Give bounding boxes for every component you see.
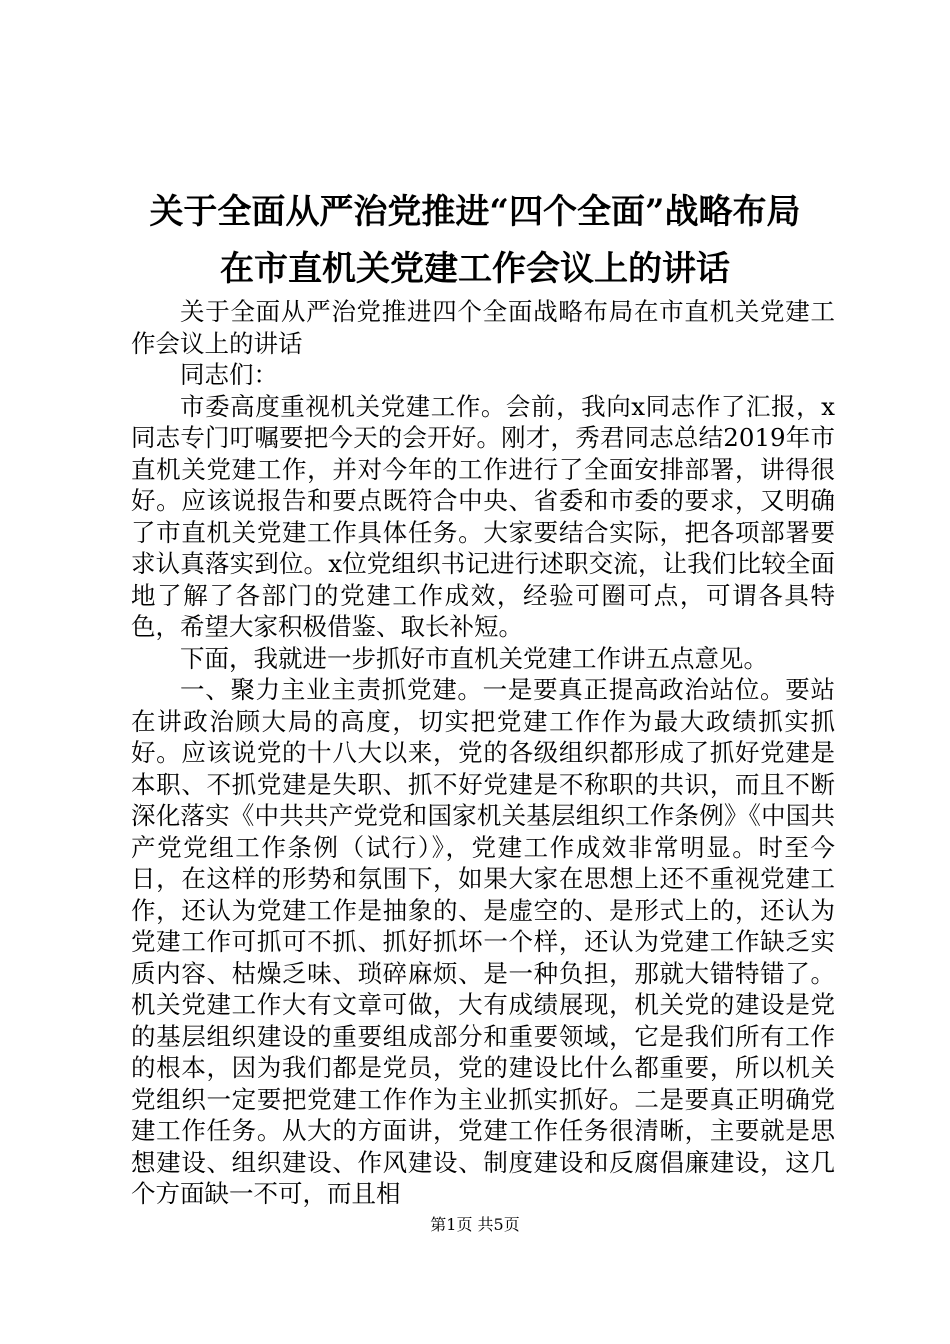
page-number-footer: 第1页 共5页: [430, 1215, 520, 1234]
document-title: [100, 184, 850, 298]
document-body: [131, 296, 835, 1210]
paragraph-intro: 市委高度重视机关党建工作。会前，我向x同志作了汇报，x同志专门叮嘱要把今天的会开好。刚才，秀君同志总结2019年市直机关党建工作，并对今年的工作进行了全面安排部署，讲得很好。应该说报告和要点既符合中央、省委和市委的要求，又明确了市直机关党建工作具体任务。大家要结合实际，把各项部署要求认真落实到位。x位党组织书记进行述职交流，让我们比较全面地了解了各部门的党建工作成效，经验可圈可点，可谓各具特色，希望大家积极借鉴、取长补短。: [131, 391, 835, 641]
title-line-2: 在市直机关党建工作会议上的讲话: [220, 249, 730, 289]
paragraph-salutation: 同志们：: [180, 360, 278, 389]
title-line-1: 关于全面从严治党推进“四个全面”战略布局: [149, 192, 801, 232]
paragraph-heading-repeat: 关于全面从严治党推进四个全面战略布局在市直机关党建工作会议上的讲话: [131, 297, 835, 358]
paragraph-transition: 下面，我就进一步抓好市直机关党建工作讲五点意见。: [180, 643, 768, 673]
paragraph-point-one: 一、聚力主业主责抓党建。一是要真正提高政治站位。要站在讲政治顾大局的高度，切实把党建工作作为最大政绩抓实抓好。应该说党的十八大以来，党的各级组织都形成了抓好党建是本职、不抓党建是失职、抓不好党建是不称职的共识，而且不断深化落实《中共共产党党和国家机关基层组织工作条例》《中国共产党党组工作条例（试行）》，党建工作成效非常明显。时至今日，在这样的形势和氛围下，如果大家在思想上还不重视党建工作，还认为党建工作是抽象的、是虚空的、是形式上的，还认为党建工作可抓可不抓、抓好抓坏一个样，还认为党建工作缺乏实质内容、枯燥乏味、琐碎麻烦、是一种负担，那就大错特错了。机关党建工作大有文章可做，大有成绩展现，机关党的建设是党的基层组织建设的重要组成部分和重要领域，它是我们所有工作的根本，因为我们都是党员，党的建设比什么都重要，所以机关党组织一定要把党建工作作为主业抓实抓好。二是要真正明确党建工作任务。从大的方面讲，党建工作任务很清晰，主要就是思想建设、组织建设、作风建设、制度建设和反腐倡廉建设，这几个方面缺一不可，而且相: [131, 675, 835, 1208]
